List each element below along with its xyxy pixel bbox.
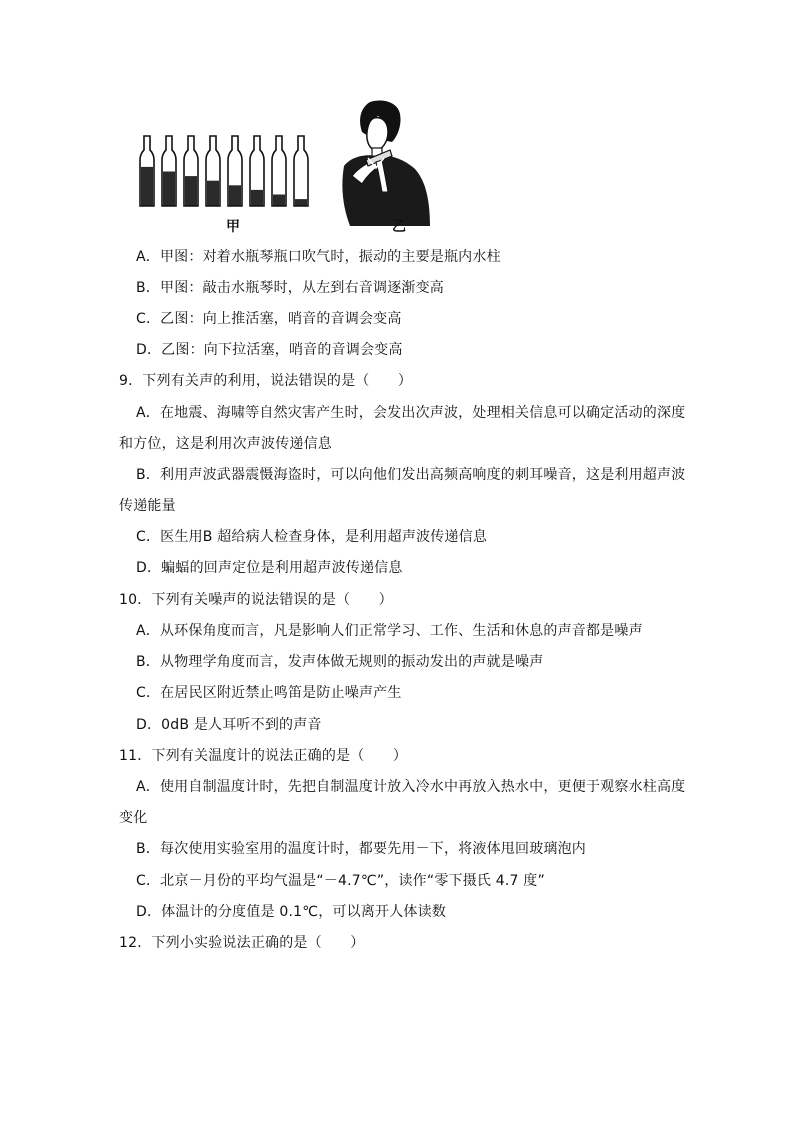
woman-whistle-drawing — [342, 101, 430, 227]
q10-option-d: D．0dB 是人耳听不到的声音 — [136, 717, 322, 733]
q9-option-c: C．医生用B 超给病人检查身体，是利用超声波传递信息 — [136, 529, 488, 545]
bottle-1 — [140, 136, 154, 206]
q10-stem: 10．下列有关噪声的说法错误的是（ ） — [119, 592, 393, 608]
q8-option-a: A．甲图：对着水瓶琴瓶口吹气时，振动的主要是瓶内水柱 — [136, 249, 501, 265]
bottle-4 — [206, 136, 220, 206]
question-figure — [130, 100, 450, 236]
bottle-water-4 — [207, 181, 219, 206]
bottle-3 — [184, 136, 198, 206]
q9-option-a-line1: A．在地震、海啸等自然灾害产生时，会发出次声波，处理相关信息可以确定活动的深度 — [136, 405, 686, 421]
q10-option-a: A．从环保角度而言，凡是影响人们正常学习、工作、生活和休息的声音都是噪声 — [136, 623, 643, 639]
q8-option-c: C．乙图：向上推活塞，哨音的音调会变高 — [136, 311, 402, 327]
q9-stem: 9．下列有关声的利用，说法错误的是（ ） — [119, 373, 413, 389]
bottle-5 — [228, 136, 242, 206]
figure-label-yi: 乙 — [392, 219, 406, 235]
bottle-2 — [162, 136, 176, 206]
figure-label-jia: 甲 — [226, 219, 240, 235]
q8-option-b: B．甲图：敲击水瓶琴时，从左到右音调逐渐变高 — [136, 280, 445, 296]
q9-option-d: D．蝙蝠的回声定位是利用超声波传递信息 — [136, 560, 403, 576]
bottle-8 — [294, 136, 308, 206]
q8-option-d: D．乙图：向下拉活塞，哨音的音调会变高 — [136, 342, 403, 358]
q11-stem: 11．下列有关温度计的说法正确的是（ ） — [119, 748, 408, 764]
q10-option-c: C．在居民区附近禁止鸣笛是防止噪声产生 — [136, 685, 402, 701]
q9-option-a-line2: 和方位，这是利用次声波传递信息 — [119, 436, 332, 452]
q11-option-a-line1: A．使用自制温度计时，先把自制温度计放入冷水中再放入热水中，更便于观察水柱高度 — [136, 779, 686, 795]
q9-option-b-line1: B．利用声波武器震慑海盗时，可以向他们发出高频高响度的刺耳噪音，这是利用超声波 — [136, 467, 686, 483]
bottle-water-2 — [163, 172, 175, 207]
bottle-outline-8 — [294, 136, 308, 206]
bottle-water-8 — [295, 199, 307, 206]
bottle-water-3 — [185, 176, 197, 206]
q9-option-b-line2: 传递能量 — [119, 498, 176, 514]
bottle-group — [140, 136, 308, 206]
q12-stem: 12．下列小实验说法正确的是（ ） — [119, 935, 365, 951]
q11-option-b: B．每次使用实验室用的温度计时，都要先用－下，将液体甩回玻璃泡内 — [136, 841, 587, 857]
bottle-6 — [250, 136, 264, 206]
bottle-water-6 — [251, 190, 263, 206]
q11-option-d: D．体温计的分度值是 0.1℃，可以离开人体读数 — [136, 904, 447, 920]
bottle-water-7 — [273, 195, 285, 207]
bottle-water-1 — [141, 167, 153, 206]
bottle-7 — [272, 136, 286, 206]
q11-option-a-line2: 变化 — [119, 810, 148, 826]
bottle-water-5 — [229, 185, 241, 206]
q11-option-c: C．北京－月份的平均气温是“－4.7℃”，读作“零下摄氏 4.7 度” — [136, 873, 545, 889]
q10-option-b: B．从物理学角度而言，发声体做无规则的振动发出的声就是噪声 — [136, 654, 544, 670]
